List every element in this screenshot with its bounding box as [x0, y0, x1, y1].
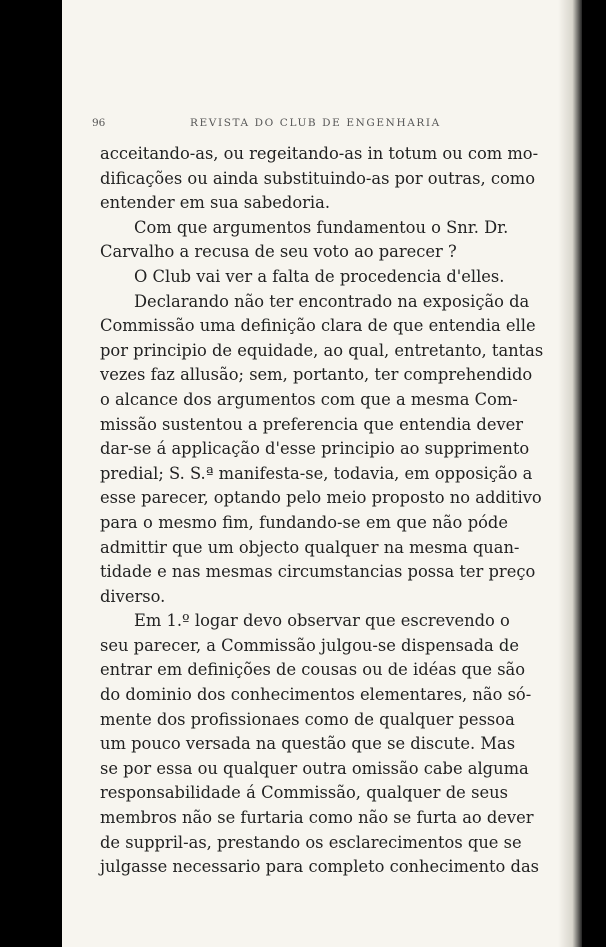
text-line: admittir que um objecto qualquer na mesma quan- [100, 537, 520, 557]
text-line: de suppril-as, prestando os esclarecimentos que se [100, 832, 522, 852]
text-line: predial; S. S.ª manifesta-se, todavia, em opposição a [100, 463, 533, 483]
text-line: Com que argumentos fundamentou o Snr. Dr. [134, 217, 509, 237]
text-line: se por essa ou qualquer outra omissão cabe alguma [100, 758, 529, 778]
text-line: tidade e nas mesmas circumstancias possa ter preço [100, 562, 536, 582]
paragraph [100, 142, 539, 216]
page-edge-shadow [558, 0, 582, 947]
text-line: mente dos profissionaes como de qualquer pessoa [100, 709, 515, 729]
text-line: julgasse necessario para completo conhecimento das [100, 857, 540, 877]
text-line: esse parecer, optando pelo meio proposto no additivo [100, 488, 542, 508]
paragraph [100, 609, 540, 880]
page-number: 96 [92, 117, 106, 129]
text-line: O Club vai ver a falta de procedencia d'elles. [134, 266, 505, 286]
text-line: o alcance dos argumentos com que a mesma Com- [100, 389, 518, 409]
running-title: REVISTA DO CLUB DE ENGENHARIA [190, 117, 441, 129]
text-line: diverso. [100, 586, 166, 606]
text-line: seu parecer, a Commissão julgou-se dispensada de [100, 635, 519, 655]
text-line: entender em sua sabedoria. [100, 193, 330, 213]
text-line: Commissão uma definição clara de que entendia elle [100, 316, 536, 336]
paragraph [100, 290, 544, 610]
text-line: Carvalho a recusa de seu voto ao parecer ? [100, 242, 457, 262]
text-line: responsabilidade á Commissão, qualquer de seus [100, 783, 508, 803]
book-page [62, 0, 582, 947]
text-line: Declarando não ter encontrado na exposição da [134, 291, 530, 311]
paragraph [100, 265, 508, 290]
text-line: vezes faz allusão; sem, portanto, ter comprehendido [100, 365, 533, 385]
text-line: dar-se á applicação d'esse principio ao supprimento [100, 439, 530, 459]
text-line: por principio de equidade, ao qual, entretanto, tantas [100, 340, 544, 360]
text-line: do dominio dos conhecimentos elementares, não só- [100, 685, 532, 705]
body-text [100, 142, 544, 880]
paragraph [100, 216, 508, 265]
text-line: membros não se furtaria como não se furta ao dever [100, 808, 534, 828]
text-line: dificações ou ainda substituindo-as por outras, como [100, 168, 535, 188]
text-line: Em 1.º logar devo observar que escrevendo o [134, 611, 510, 631]
text-line: entrar em definições de cousas ou de idéas que são [100, 660, 526, 680]
text-line: acceitando-as, ou regeitando-as in totum ou com mo- [100, 144, 539, 163]
text-line: missão sustentou a preferencia que entendia dever [100, 414, 524, 434]
text-line: um pouco versada na questão que se discute. Mas [100, 734, 516, 754]
text-line: para o mesmo fim, fundando-se em que não póde [100, 512, 508, 532]
